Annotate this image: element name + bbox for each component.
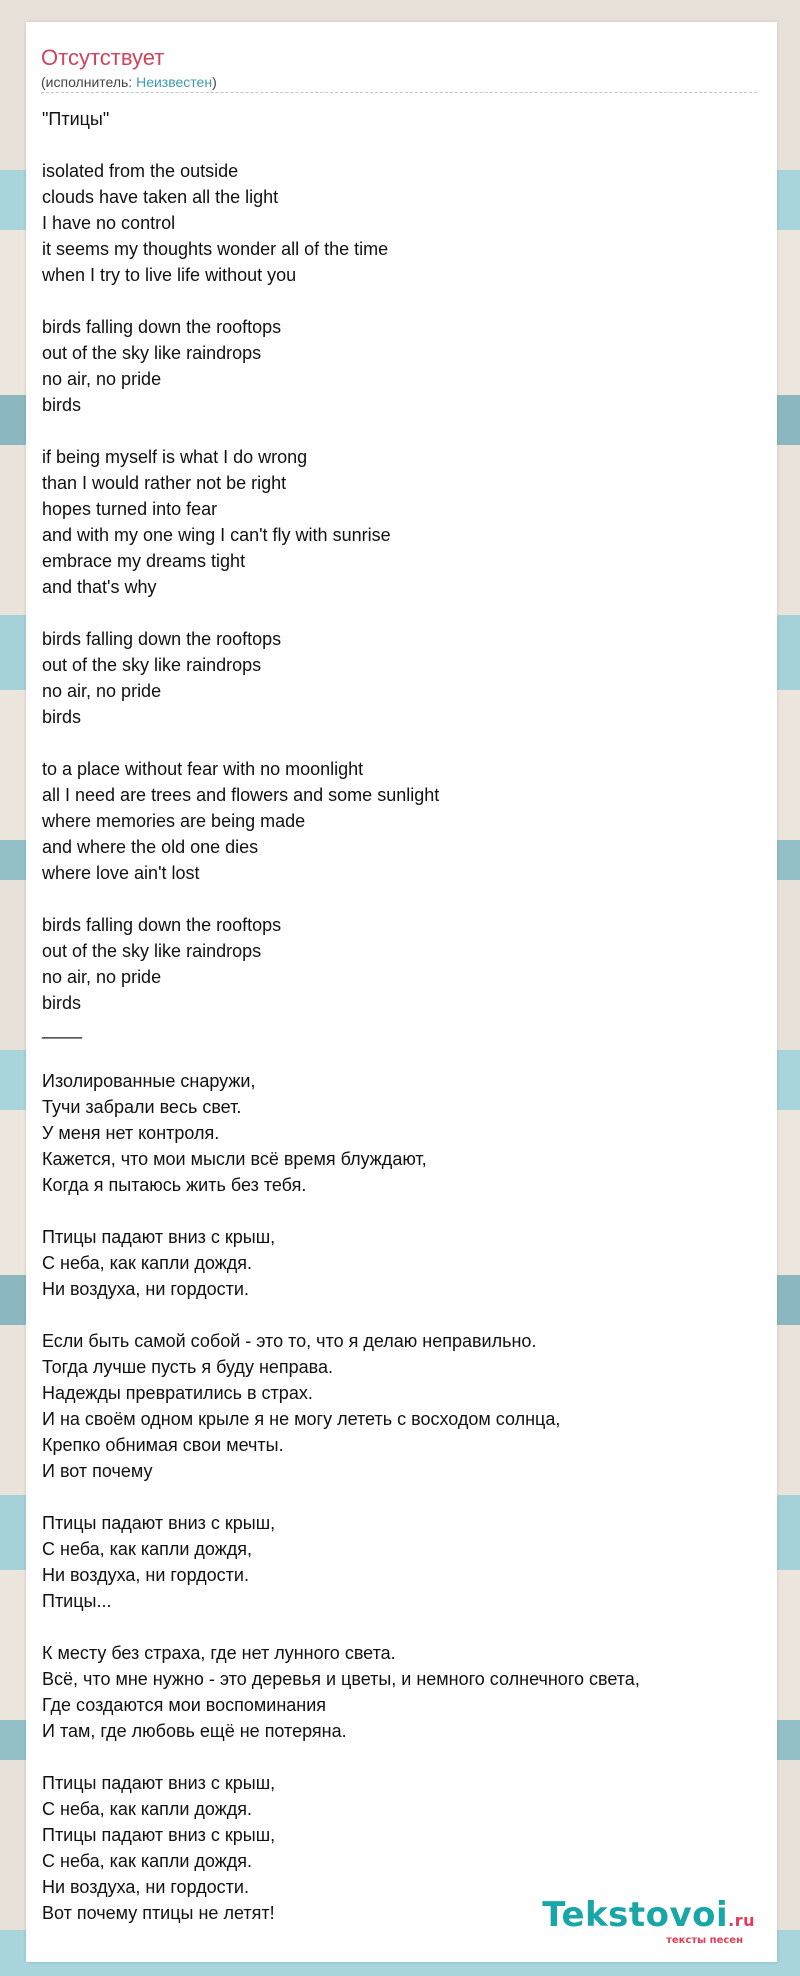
- lyric-line: clouds have taken all the light: [42, 187, 279, 207]
- lyric-line: С неба, как капли дождя.: [42, 1851, 253, 1871]
- header-divider: [41, 92, 757, 93]
- lyric-line: where love ain't lost: [42, 863, 200, 883]
- lyric-line: if being myself is what I do wrong: [42, 447, 308, 467]
- lyric-line: И на своём одном крыле я не могу лететь с восходом солнца,: [42, 1409, 561, 1429]
- lyric-line: С неба, как капли дождя.: [42, 1799, 253, 1819]
- lyric-line: to a place without fear with no moonlight: [42, 759, 364, 779]
- lyric-line: С неба, как капли дождя.: [42, 1253, 253, 1273]
- lyric-line: Кажется, что мои мысли всё время блуждают,: [42, 1149, 427, 1169]
- lyric-line: and with my one wing I can't fly with sunrise: [42, 525, 391, 545]
- lyric-line: Надежды превратились в страх.: [42, 1383, 313, 1403]
- lyric-line: [42, 600, 742, 626]
- lyric-line: [42, 1484, 742, 1510]
- lyric-line: У меня нет контроля.: [42, 1123, 220, 1143]
- lyric-line: [42, 730, 742, 756]
- lyric-line: birds: [42, 395, 82, 415]
- logo-domain: .ru: [728, 1911, 755, 1930]
- lyric-line: [42, 288, 742, 314]
- logo-text: Tekstovoi: [542, 1895, 729, 1935]
- artist-link[interactable]: Неизвестен: [136, 74, 213, 90]
- lyric-line: no air, no pride: [42, 681, 162, 701]
- lyric-line: Если быть самой собой - это то, что я делаю неправильно.: [42, 1331, 537, 1351]
- artist-suffix: ): [212, 74, 217, 90]
- lyric-line: Всё, что мне нужно - это деревья и цветы, и немного солнечного света,: [42, 1669, 640, 1689]
- lyric-line: С неба, как капли дождя,: [42, 1539, 253, 1559]
- lyric-line: isolated from the outside: [42, 161, 239, 181]
- lyric-line: [42, 1614, 742, 1640]
- lyric-line: Птицы падают вниз с крыш,: [42, 1825, 276, 1845]
- artist-prefix: (исполнитель:: [41, 74, 137, 90]
- lyric-line: embrace my dreams tight: [42, 551, 246, 571]
- lyric-line: out of the sky like raindrops: [42, 655, 262, 675]
- lyric-line: and that's why: [42, 577, 157, 597]
- lyric-line: [42, 1744, 742, 1770]
- lyric-line: birds: [42, 707, 82, 727]
- lyric-line: I have no control: [42, 213, 176, 233]
- lyric-line: all I need are trees and flowers and some sunlight: [42, 785, 440, 805]
- lyric-line: И вот почему: [42, 1461, 153, 1481]
- song-title: Отсутствует: [41, 45, 165, 70]
- lyric-line: birds: [42, 993, 82, 1013]
- lyric-line: birds falling down the rooftops: [42, 629, 282, 649]
- lyric-line: hopes turned into fear: [42, 499, 218, 519]
- lyrics-text: [42, 106, 742, 1926]
- lyric-line: Тогда лучше пусть я буду неправа.: [42, 1357, 334, 1377]
- lyric-line: Птицы падают вниз с крыш,: [42, 1513, 276, 1533]
- lyric-line: Крепко обнимая свои мечты.: [42, 1435, 284, 1455]
- lyric-line: Изолированные снаружи,: [42, 1071, 256, 1091]
- lyric-line: К месту без страха, где нет лунного света.: [42, 1643, 396, 1663]
- lyric-line: Ни воздуха, ни гордости.: [42, 1877, 249, 1897]
- lyric-line: Птицы падают вниз с крыш,: [42, 1773, 276, 1793]
- lyric-line: Где создаются мои воспоминания: [42, 1695, 327, 1715]
- lyric-line: Тучи забрали весь свет.: [42, 1097, 242, 1117]
- lyric-line: birds falling down the rooftops: [42, 317, 282, 337]
- lyric-line: "Птицы": [42, 109, 110, 129]
- lyric-line: [42, 1042, 742, 1068]
- lyric-line: [42, 1302, 742, 1328]
- lyric-line: Ни воздуха, ни гордости.: [42, 1565, 249, 1585]
- artist-line: [41, 73, 217, 91]
- lyric-line: [42, 1198, 742, 1224]
- site-logo[interactable]: [542, 1897, 755, 1946]
- lyric-line: [42, 886, 742, 912]
- lyric-line: [42, 418, 742, 444]
- lyric-line: [42, 132, 742, 158]
- lyric-line: Вот почему птицы не летят!: [42, 1903, 275, 1923]
- lyric-line: no air, no pride: [42, 967, 162, 987]
- lyric-line: when I try to live life without you: [42, 265, 297, 285]
- lyric-line: Птицы...: [42, 1591, 112, 1611]
- lyric-line: birds falling down the rooftops: [42, 915, 282, 935]
- lyric-line: where memories are being made: [42, 811, 306, 831]
- lyric-line: no air, no pride: [42, 369, 162, 389]
- lyric-line: out of the sky like raindrops: [42, 941, 262, 961]
- lyric-line: it seems my thoughts wonder all of the time: [42, 239, 389, 259]
- lyric-line: И там, где любовь ещё не потеряна.: [42, 1721, 347, 1741]
- lyric-line: than I would rather not be right: [42, 473, 287, 493]
- lyric-line: out of the sky like raindrops: [42, 343, 262, 363]
- lyric-line: Ни воздуха, ни гордости.: [42, 1279, 249, 1299]
- lyric-line: ____: [42, 1019, 83, 1039]
- lyric-line: and where the old one dies: [42, 837, 259, 857]
- lyric-line: Когда я пытаюсь жить без тебя.: [42, 1175, 307, 1195]
- lyrics-panel: [26, 22, 777, 1962]
- lyric-line: Птицы падают вниз с крыш,: [42, 1227, 276, 1247]
- logo-tagline: тексты песен: [666, 1935, 743, 1946]
